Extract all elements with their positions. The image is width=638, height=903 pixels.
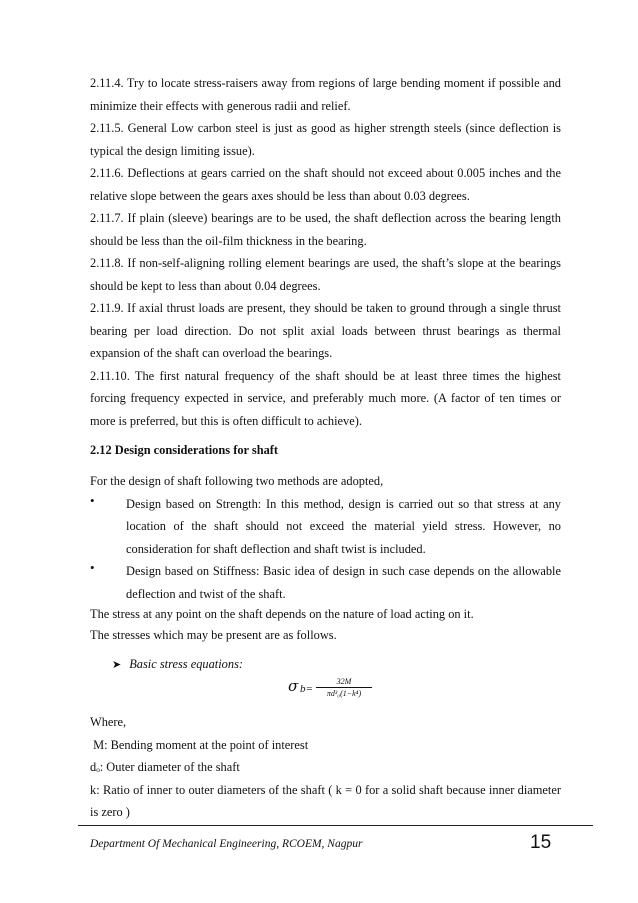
page-number: 15 bbox=[530, 832, 552, 853]
bending-stress-formula bbox=[90, 677, 561, 711]
paragraph-2-11-9: 2.11.9. If axial thrust loads are present, they should be taken to ground through a single thrust bearing per load direction. Do not split axial loads between thrust bearings as thermal expansion of the shaft can overload the bearings. bbox=[90, 301, 561, 360]
arrow-bullet-icon: ➤ bbox=[112, 659, 122, 671]
formula-subscript: b= bbox=[300, 683, 313, 695]
paragraph-2-11-8: 2.11.8. If non-self-aligning rolling element bearings are used, the shaft’s slope at the bearings should be kept to less than about 0.04 degrees. bbox=[90, 256, 561, 293]
sub-heading-text: Basic stress equations: bbox=[129, 657, 244, 671]
footer-divider bbox=[78, 825, 593, 826]
where-label: Where, bbox=[90, 715, 127, 729]
bullet-icon bbox=[90, 560, 126, 605]
stress-line: The stress at any point on the shaft depends on the nature of load acting on it. bbox=[90, 607, 474, 621]
bullet-icon bbox=[90, 493, 126, 561]
formula-denominator: πd³₀(1−k⁴) bbox=[326, 689, 362, 698]
paragraph-2-11-7: 2.11.7. If plain (sleeve) bearings are to be used, the shaft deflection across the bearing length should be less than the oil-film thickness in the bearing. bbox=[90, 211, 561, 248]
bullet-item-strength bbox=[90, 493, 561, 561]
where-k: k: Ratio of inner to outer diameters of the shaft ( k = 0 for a solid shaft because inner diameter is zero ) bbox=[90, 782, 561, 819]
where-m: M: Bending moment at the point of interest bbox=[90, 737, 309, 752]
section-heading: 2.12 Design considerations for shaft bbox=[90, 443, 279, 457]
paragraph-2-11-5: 2.11.5. General Low carbon steel is just as good as higher strength steels (since deflection is typical the design limiting issue). bbox=[90, 121, 561, 158]
bullet-text-strength: Design based on Strength: In this method, design is carried out so that stress at any location of the shaft should not exceed the material yield stress. However, no consideration for shaft deflection and shaft twist is included. bbox=[126, 496, 561, 556]
formula-sigma: σ bbox=[288, 677, 299, 695]
formula-fraction bbox=[316, 677, 372, 698]
bullet-text-stiffness: Design based on Stiffness: Basic idea of design in such case depends on the allowable deflection and twist of the shaft. bbox=[126, 564, 561, 601]
paragraph-2-11-4: 2.11.4. Try to locate stress-raisers away from regions of large bending moment if possible and minimize their effects with generous radii and relief. bbox=[90, 76, 561, 113]
paragraph-2-11-6: 2.11.6. Deflections at gears carried on the shaft should not exceed about 0.005 inches and the relative slope between the gears axes should be less than about 0.03 degrees. bbox=[90, 166, 561, 203]
bullet-item-stiffness bbox=[90, 560, 561, 605]
stresses-line: The stresses which may be present are as follows. bbox=[90, 628, 337, 642]
section-intro: For the design of shaft following two methods are adopted, bbox=[90, 474, 384, 488]
footer-department: Department Of Mechanical Engineering, RCOEM, Nagpur bbox=[90, 838, 363, 850]
sub-heading-item bbox=[90, 654, 561, 675]
paragraph-2-11-10: 2.11.10. The first natural frequency of the shaft should be at least three times the highest forcing frequency expected in service, and preferably much more. (A factor of ten times or more is preferred, but this is often difficult to achieve). bbox=[90, 368, 561, 428]
where-d0: dₒ: Outer diameter of the shaft bbox=[90, 760, 240, 774]
page-content bbox=[90, 72, 561, 824]
formula-numerator: 32M bbox=[316, 677, 372, 688]
